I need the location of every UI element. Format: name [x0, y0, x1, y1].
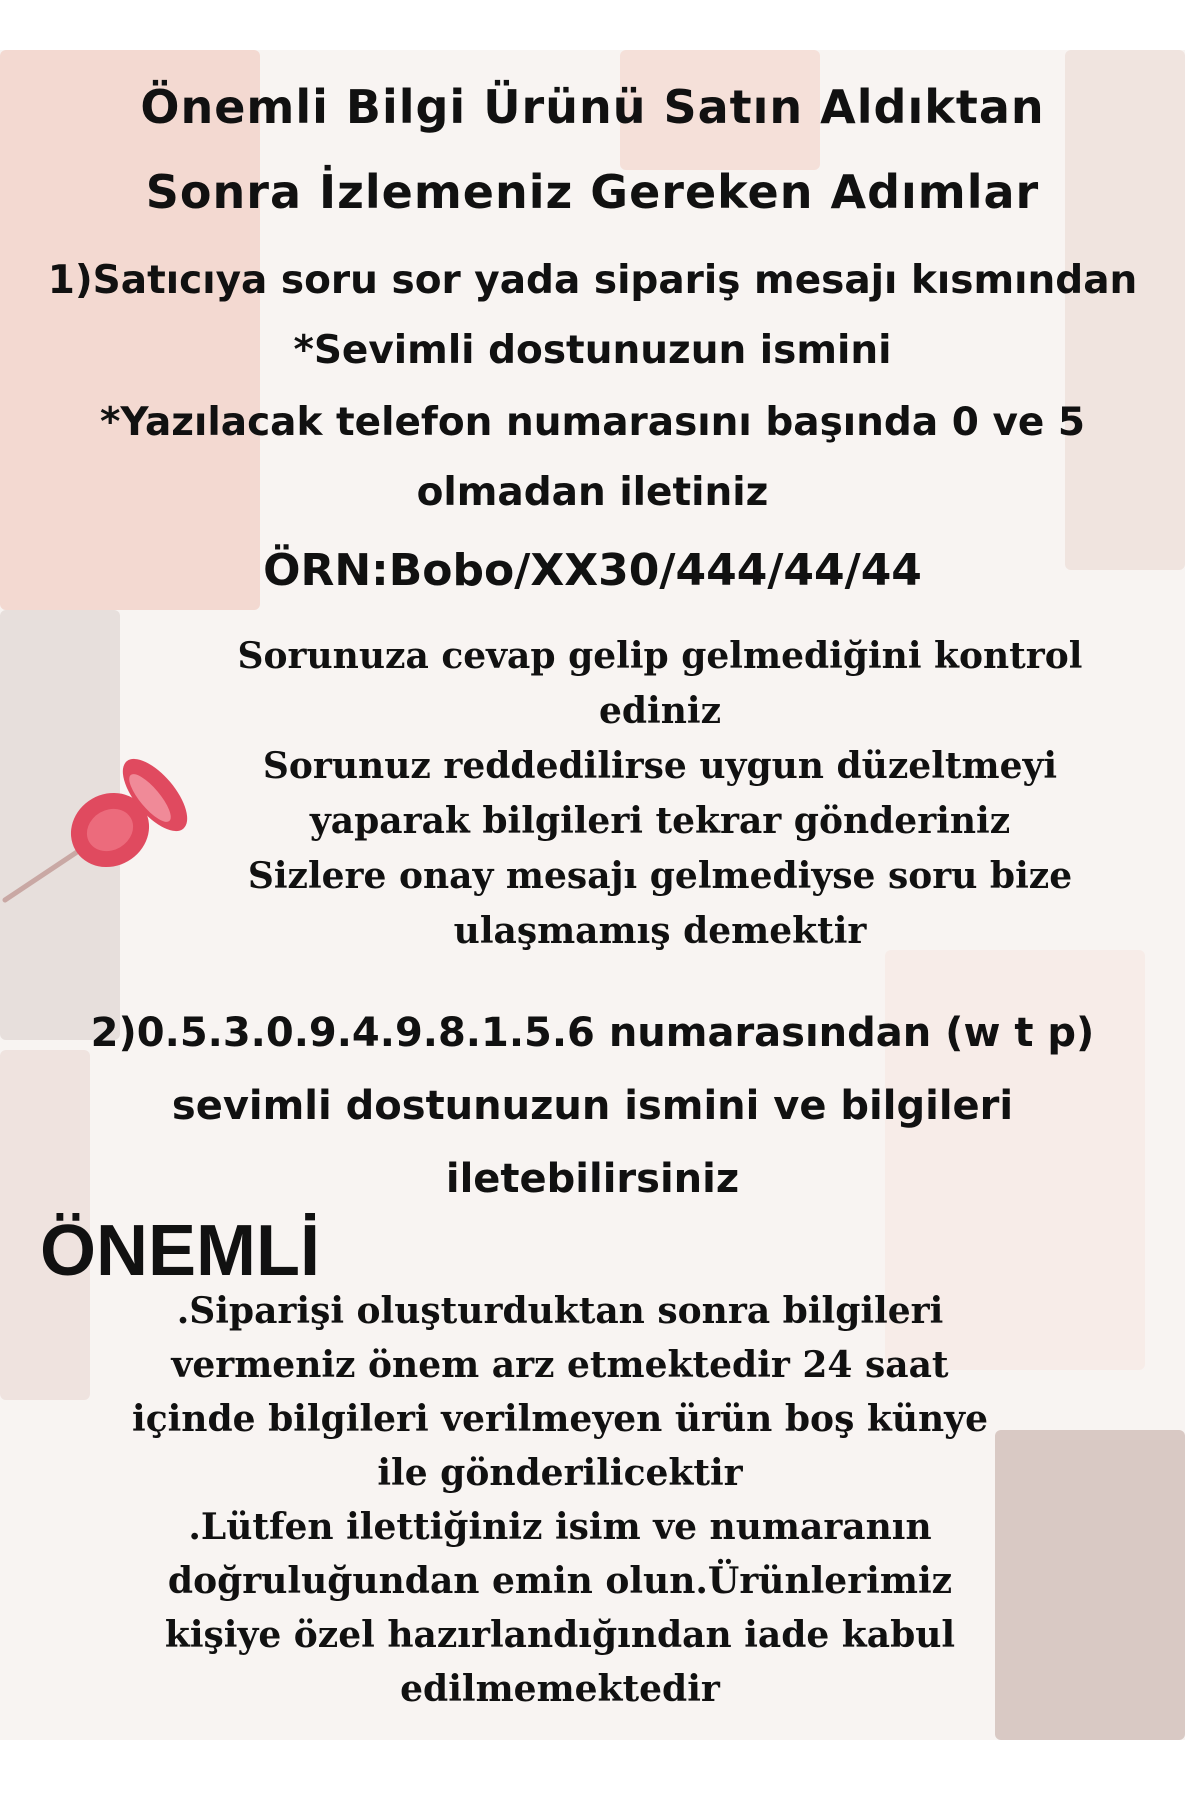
step2-line-2: sevimli dostunuzun ismini ve bilgileri [171, 1083, 1014, 1129]
important-heading: ÖNEMLİ [40, 1211, 320, 1291]
poster [0, 50, 1185, 1740]
step2-line-1: 2)0.5.3.0.9.4.9.8.1.5.6 numarasından (w t p) [90, 1010, 1095, 1056]
important-line-7: kişiye özel hazırlandığından iade kabul [164, 1614, 956, 1656]
important-line-1: .Siparişi oluşturduktan sonra bilgileri [176, 1290, 944, 1332]
step1-line-4: olmadan iletiniz [416, 470, 769, 515]
important-line-5: .Lütfen ilettiğiniz isim ve numaranın [188, 1506, 932, 1548]
step1-line-1: 1)Satıcıya soru sor yada sipariş mesajı kısmından [47, 258, 1138, 303]
check-line-1: Sorunuza cevap gelip gelmediğini kontrol [237, 635, 1083, 677]
important-line-6: doğruluğundan emin olun.Ürünlerimiz [167, 1560, 953, 1602]
important-line-2: vermeniz önem arz etmektedir 24 saat [171, 1344, 949, 1386]
title-line-1: Önemli Bilgi Ürünü Satın Aldıktan [140, 80, 1045, 134]
check-line-4: yaparak bilgileri tekrar gönderiniz [309, 800, 1011, 842]
push-pin-icon [0, 750, 200, 910]
important-line-8: edilmemektedir [400, 1668, 720, 1710]
step1-line-3: *Yazılacak telefon numarasını başında 0 ve 5 [99, 400, 1086, 445]
important-line-3: içinde bilgileri verilmeyen ürün boş künye [132, 1398, 988, 1440]
step1-line-2: *Sevimli dostunuzun ismini [293, 328, 892, 373]
check-line-6: ulaşmamış demektir [453, 910, 867, 952]
check-line-5: Sizlere onay mesajı gelmediyse soru bize [247, 855, 1073, 897]
important-line-4: ile gönderilicektir [377, 1452, 743, 1494]
step2-line-3: iletebilirsiniz [445, 1156, 740, 1202]
step1-example: ÖRN:Bobo/XX30/444/44/44 [263, 545, 922, 596]
check-line-2: ediniz [598, 690, 722, 732]
check-line-3: Sorunuz reddedilirse uygun düzeltmeyi [262, 745, 1058, 787]
title-line-2: Sonra İzlemeniz Gereken Adımlar [145, 165, 1040, 219]
